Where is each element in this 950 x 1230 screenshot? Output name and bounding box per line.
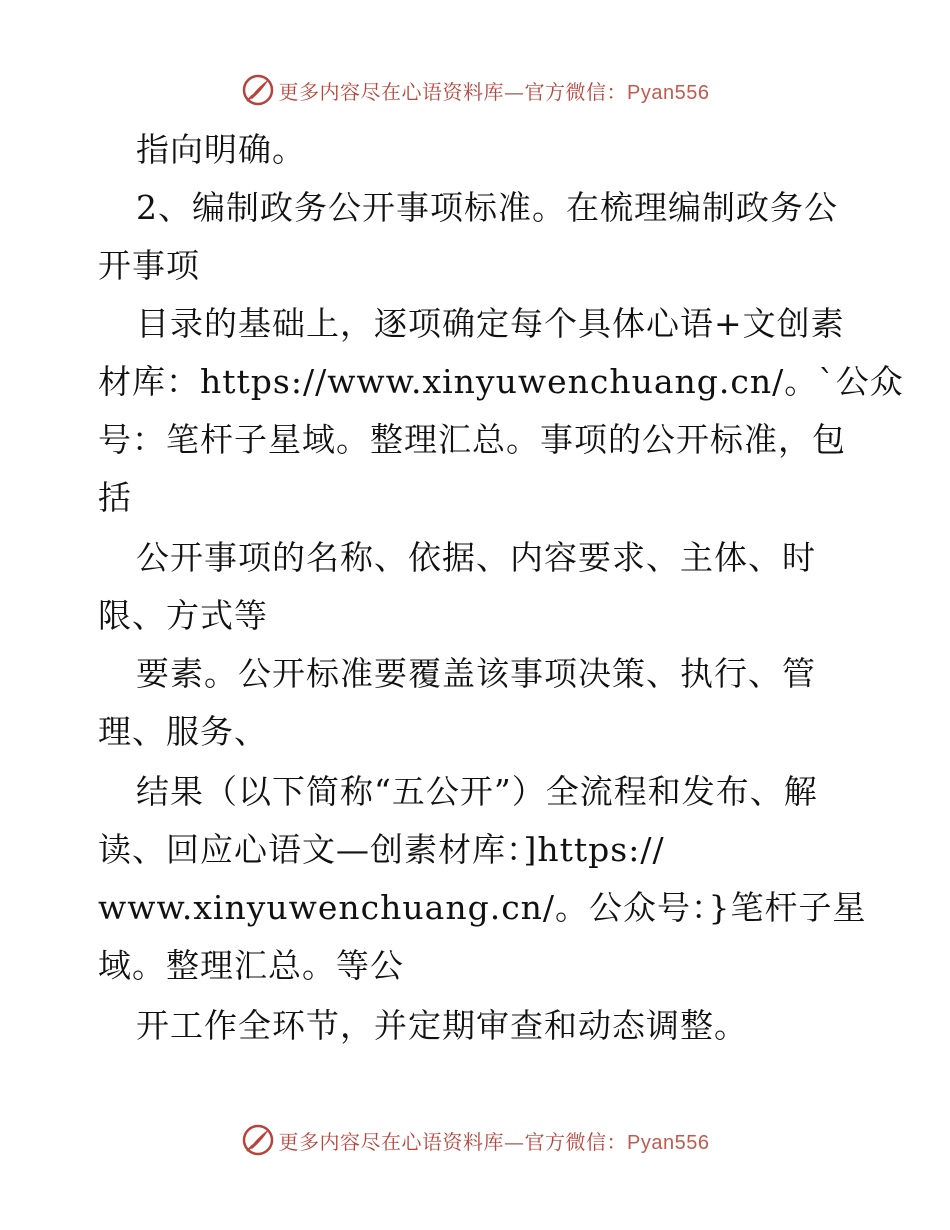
watermark-text bbox=[279, 76, 710, 105]
body-line: 域。整理汇总。等公 bbox=[98, 946, 404, 985]
body-line: 读、回应心语文—创素材库：]https:// bbox=[98, 830, 665, 869]
header-watermark bbox=[0, 70, 950, 110]
body-line: 开事项 bbox=[98, 246, 200, 285]
feather-pen-logo-icon bbox=[241, 73, 275, 107]
body-line: 材库：https://www.xinyuwenchuang.cn/。`公众 bbox=[98, 362, 904, 401]
watermark-wechat-id: Pyan556 bbox=[627, 81, 710, 104]
body-line: 公开事项的名称、依据、内容要求、主体、时 bbox=[136, 538, 816, 577]
watermark-wechat-id: Pyan556 bbox=[627, 1131, 710, 1154]
watermark-separator: — bbox=[504, 79, 525, 104]
body-line: 结果（以下简称“五公开”）全流程和发布、解 bbox=[136, 772, 818, 811]
watermark-wechat-label: 官方微信： bbox=[524, 1129, 628, 1154]
footer-watermark bbox=[0, 1120, 950, 1160]
body-line: 开工作全环节，并定期审查和动态调整。 bbox=[136, 1006, 748, 1045]
feather-pen-logo-icon bbox=[241, 1123, 275, 1157]
watermark-separator: — bbox=[504, 1129, 525, 1154]
watermark-wechat-label: 官方微信： bbox=[524, 79, 628, 104]
body-line: 号：笔杆子星域。整理汇总。事项的公开标准，包 bbox=[98, 420, 846, 459]
body-line: 要素。公开标准要覆盖该事项决策、执行、管 bbox=[136, 654, 816, 693]
watermark-text bbox=[279, 1126, 710, 1155]
body-line: www.xinyuwenchuang.cn/。公众号：}笔杆子星 bbox=[98, 888, 867, 927]
body-line: 2、编制政务公开事项标准。在梳理编制政务公 bbox=[136, 188, 838, 227]
body-line: 指向明确。 bbox=[136, 130, 306, 169]
body-line: 理、服务、 bbox=[98, 712, 268, 751]
body-line: 目录的基础上，逐项确定每个具体心语+文创素 bbox=[136, 304, 845, 343]
watermark-site-text: 更多内容尽在心语资料库 bbox=[278, 1129, 505, 1154]
body-line: 限、方式等 bbox=[98, 596, 268, 635]
body-line: 括 bbox=[98, 478, 132, 517]
watermark-site-text: 更多内容尽在心语资料库 bbox=[278, 79, 505, 104]
